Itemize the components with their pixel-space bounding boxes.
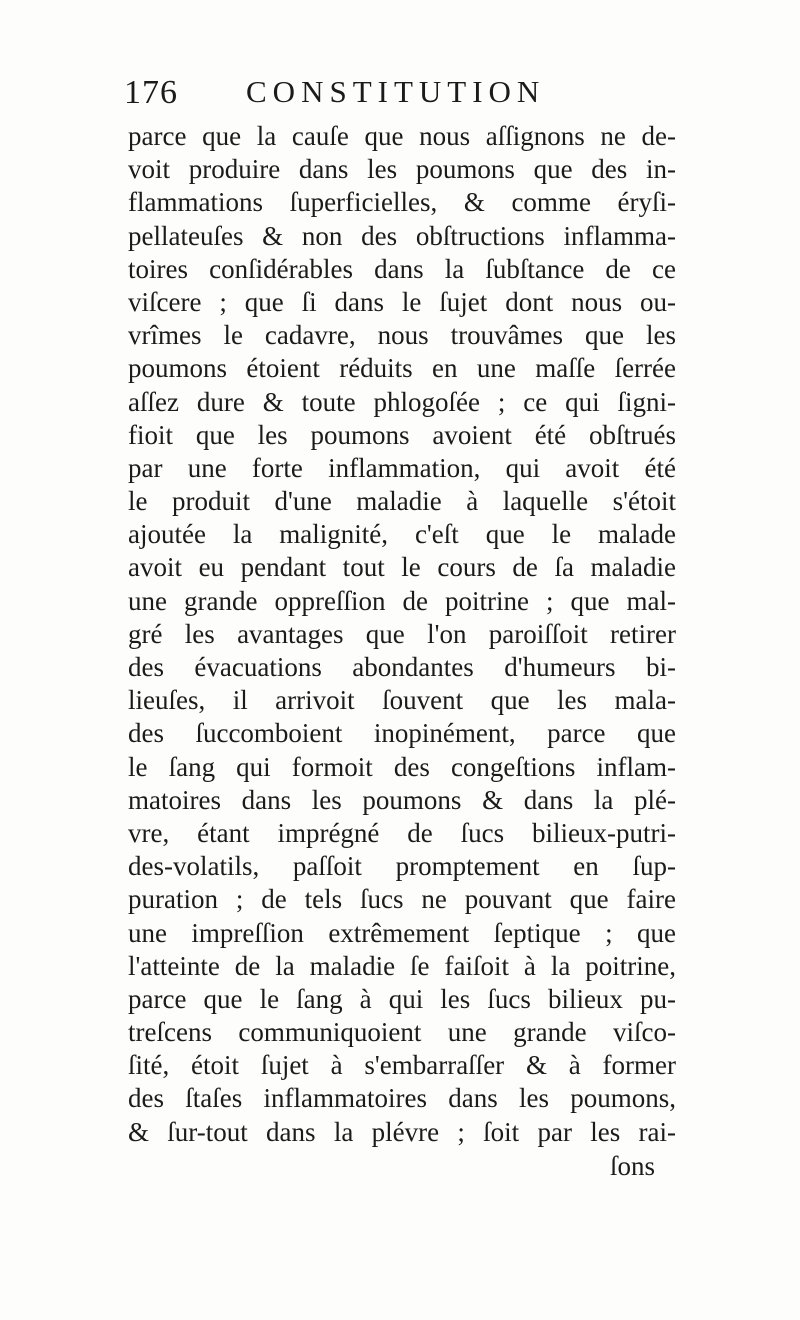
text-line: des ſtaſes inflammatoires dans les poumons,: [128, 1083, 676, 1114]
text-line: des évacuations abondantes d'humeurs bi-: [128, 652, 676, 682]
text-line: vre, étant imprégné de ſucs bilieux-putri-: [128, 817, 676, 848]
text-line: lieuſes, il arrivoit ſouvent que les mala-: [128, 685, 676, 716]
text-line: treſcens communiquoient une grande viſco-: [128, 1017, 676, 1048]
text-line: puration ; de tels ſucs ne pouvant que faire: [128, 884, 676, 915]
catchword: ſons: [610, 1151, 656, 1181]
text-line: toires conſidérables dans la ſubſtance de ce: [128, 253, 676, 284]
text-line: par une forte inflammation, qui avoit été: [128, 452, 676, 483]
text-line: gré les avantages que l'on paroiſſoit retirer: [128, 618, 676, 649]
text-line: une grande oppreſſion de poitrine ; que mal-: [128, 585, 676, 616]
text-line: fioit que les poumons avoient été obſtrués: [128, 419, 676, 450]
running-title: CONSTITUTION: [246, 74, 546, 109]
text-line: une impreſſion extrêmement ſeptique ; que: [128, 917, 676, 948]
text-line: le ſang qui formoit des congeſtions inflam-: [128, 751, 676, 782]
text-line: poumons étoient réduits en une maſſe ſerrée: [128, 353, 676, 384]
text-line: ſité, étoit ſujet à s'embarraſſer & à former: [128, 1050, 676, 1081]
text-line: le produit d'une maladie à laquelle s'étoit: [128, 486, 676, 517]
text-line: viſcere ; que ſi dans le ſujet dont nous ou-: [128, 286, 676, 317]
text-line: l'atteinte de la maladie ſe faiſoit à la poitrine,: [128, 950, 676, 981]
text-line: & ſur-tout dans la plévre ; ſoit par les rai-: [128, 1116, 676, 1147]
text-line: voit produire dans les poumons que des in-: [128, 154, 676, 185]
text-line: flammations ſuperficielles, & comme éryſi-: [128, 187, 676, 218]
text-line: pellateuſes & non des obſtructions inflamma-: [128, 220, 676, 251]
text-line: avoit eu pendant tout le cours de ſa maladie: [128, 552, 676, 583]
text-line: ajoutée la malignité, c'eſt que le malade: [128, 519, 676, 550]
page-number: 176: [124, 74, 178, 111]
text-line: des-volatils, paſſoit promptement en ſup-: [128, 851, 676, 882]
text-line: aſſez dure & toute phlogoſée ; ce qui ſigni-: [128, 386, 676, 417]
text-line: parce que le ſang à qui les ſucs bilieux pu-: [128, 983, 676, 1014]
text-line: vrîmes le cadavre, nous trouvâmes que les: [128, 320, 676, 351]
text-line: des ſuccomboient inopinément, parce que: [128, 718, 676, 749]
text-line: matoires dans les poumons & dans la plé-: [128, 784, 676, 815]
body-text: [128, 120, 676, 1149]
page-header: [120, 74, 680, 124]
text-line: parce que la cauſe que nous aſſignons ne de-: [128, 121, 676, 151]
